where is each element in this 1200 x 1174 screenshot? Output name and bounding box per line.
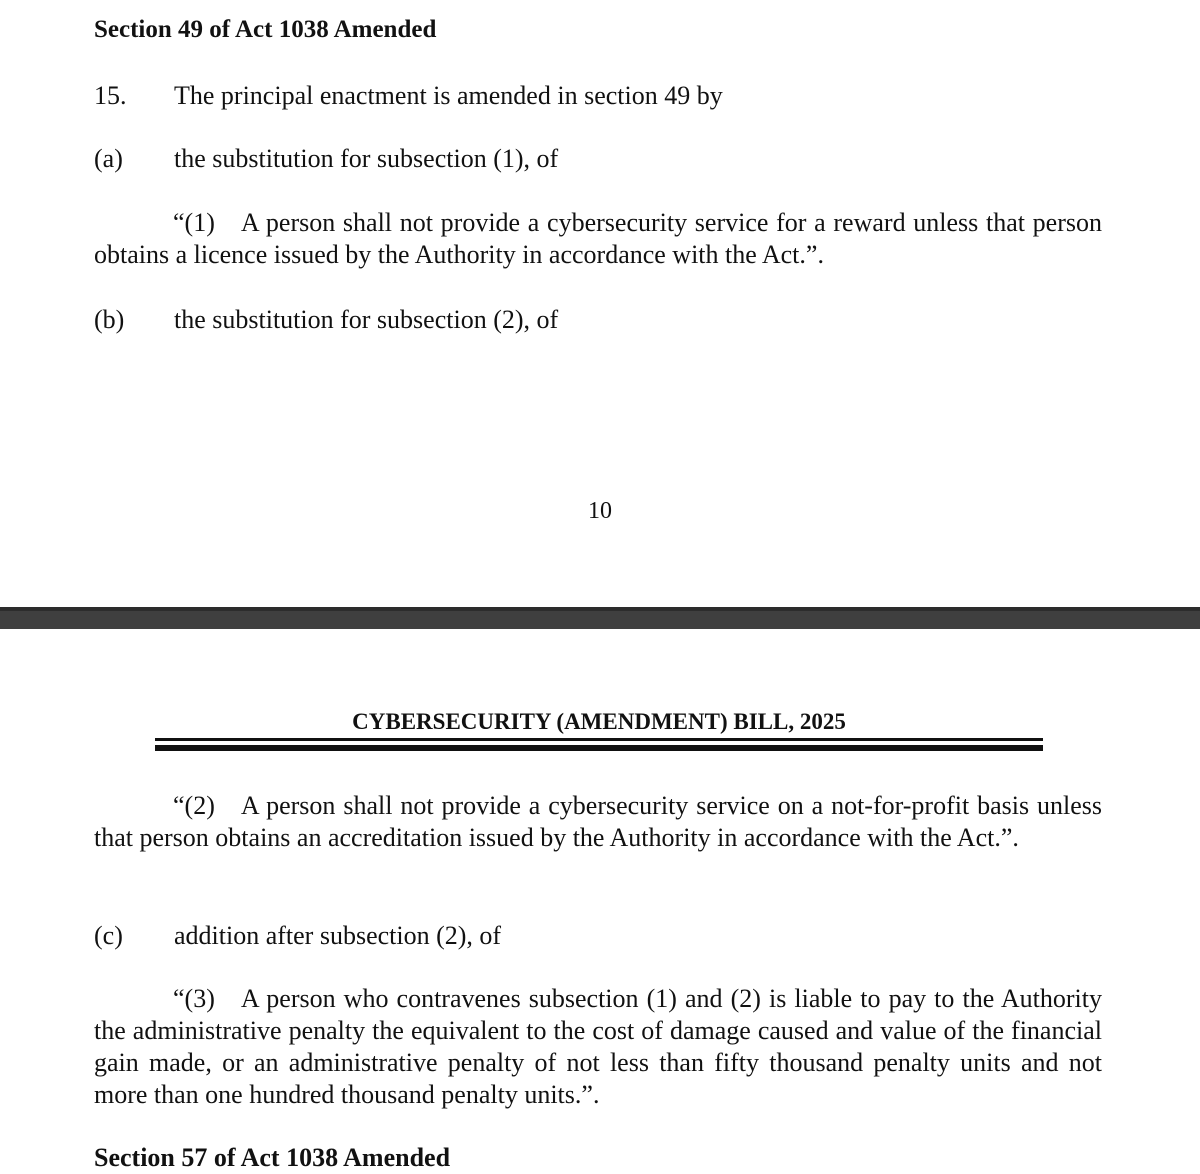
item-a-label: (a) — [94, 144, 123, 173]
quoted-subsection-2: “(2) A person shall not provide a cybersecurity service on a not-for-profit basis unless that person obtains an accreditation issued by the Authority in accordance with the Act.”. — [94, 791, 1102, 852]
document-page-11 — [0, 629, 1200, 1172]
header-rule-thin — [155, 738, 1043, 741]
item-a-text: the substitution for subsection (1), of — [174, 144, 559, 173]
clause-number: 15. — [94, 81, 127, 110]
page-separator-edge — [0, 607, 1200, 611]
page-separator — [0, 607, 1200, 629]
item-b-label: (b) — [94, 305, 125, 334]
quoted-subsection-1: “(1) A person shall not provide a cybersecurity service for a reward unless that person obtains a licence issued by the Authority in accordance with the Act.”. — [94, 208, 1102, 269]
clause-text: The principal enactment is amended in section 49 by — [174, 81, 723, 110]
section-heading: Section 49 of Act 1038 Amended — [94, 16, 437, 43]
item-b-text: the substitution for subsection (2), of — [174, 305, 559, 334]
next-section-heading-cut: Section 57 of Act 1038 Amended — [94, 1143, 451, 1172]
item-c-text: addition after subsection (2), of — [174, 921, 502, 950]
header-rule-thick — [155, 745, 1043, 751]
page-number: 10 — [588, 498, 612, 524]
bill-title-header: CYBERSECURITY (AMENDMENT) BILL, 2025 — [352, 709, 846, 734]
item-c-label: (c) — [94, 921, 123, 950]
quoted-subsection-3: “(3) A person who contravenes subsection (1) and (2) is liable to pay to the Authority the administrative penalty the equivalent to the cost of damage caused and value of the financial gain made, or an administrative penalty of not less than fifty thousand penalty units and not more than one hundred thousand penalty units.”. — [94, 984, 1102, 1109]
